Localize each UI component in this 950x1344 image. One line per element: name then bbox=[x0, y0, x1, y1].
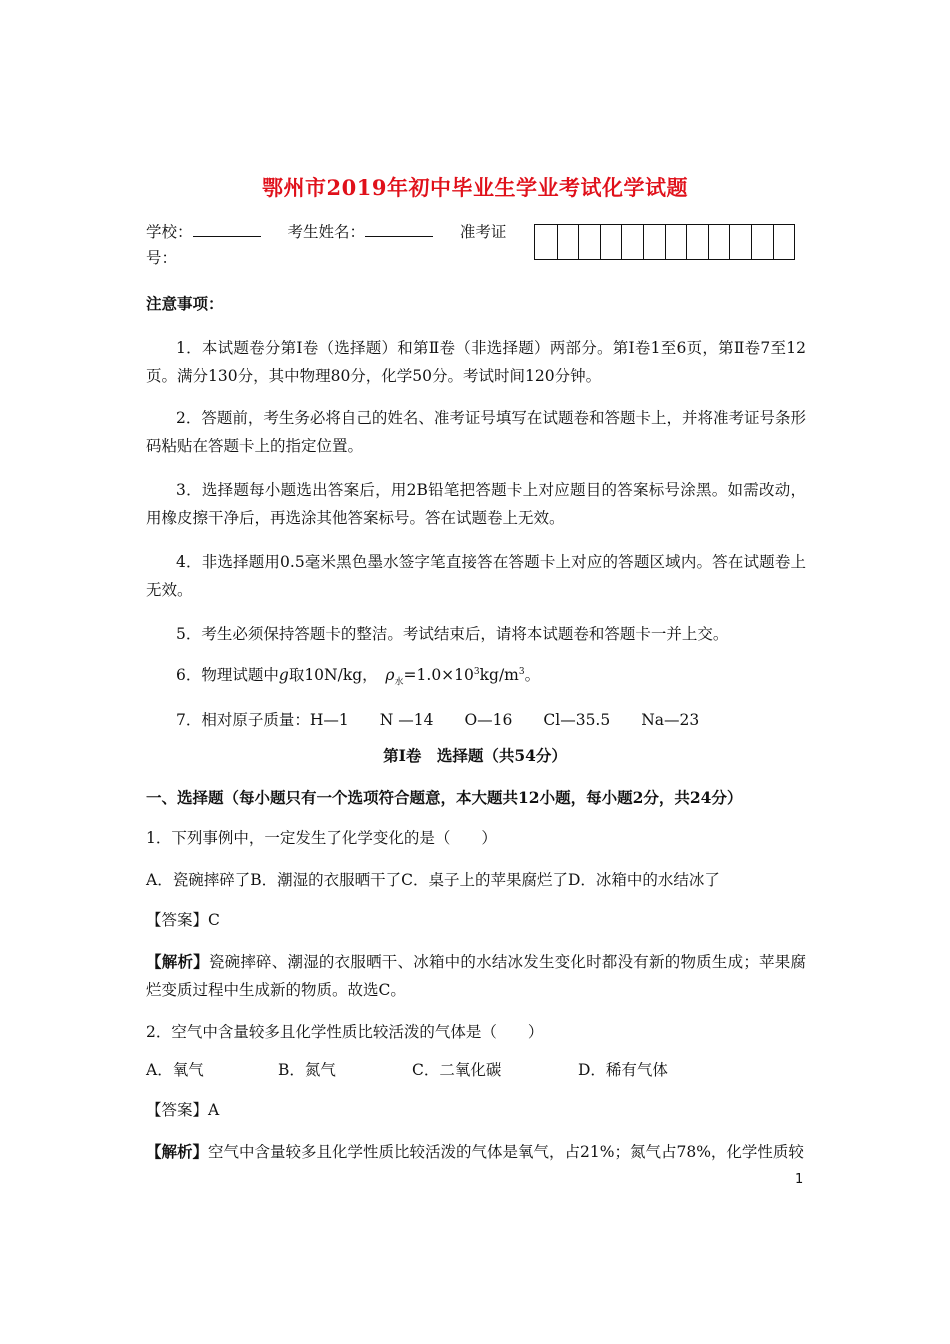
id-cell[interactable] bbox=[578, 225, 600, 259]
page-number: 1 bbox=[795, 1172, 804, 1187]
note-item-2: 2．答题前，考生务必将自己的姓名、准考证号填写在试题卷和答题卡上，并将准考证号条形码粘贴在答题卡上的指定位置。 bbox=[146, 409, 806, 455]
note6-end: 。 bbox=[524, 666, 541, 685]
id-cell[interactable] bbox=[729, 225, 751, 259]
note6-rho: ρ bbox=[385, 666, 395, 685]
id-cell[interactable] bbox=[535, 225, 557, 259]
q2-option-b: B．氮气 bbox=[278, 1061, 336, 1079]
note6-g: g bbox=[278, 666, 289, 685]
q2-option-d: D．稀有气体 bbox=[578, 1061, 668, 1079]
note-item-7: 7．相对原子质量：H—1 N —14 O—16 Cl—35.5 Na—23 bbox=[176, 711, 700, 729]
q2-analysis-label: 【解析】 bbox=[146, 1142, 209, 1161]
name-field[interactable] bbox=[365, 222, 433, 237]
note-item-6 bbox=[146, 658, 806, 696]
note-item-1: 1．本试题卷分第Ⅰ卷（选择题）和第Ⅱ卷（非选择题）两部分。第Ⅰ卷1至6页，第Ⅱ卷7至12页。满分130分，其中物理80分，化学50分。考试时间120分钟。 bbox=[146, 339, 806, 385]
q1-analysis-label: 【解析】 bbox=[146, 952, 209, 971]
q1-analysis bbox=[146, 948, 806, 1004]
exam-id-grid[interactable] bbox=[534, 224, 795, 260]
note6-mid: 取10N/kg， bbox=[288, 666, 370, 685]
q1-stem: 1．下列事例中，一定发生了化学变化的是（ ） bbox=[146, 829, 497, 847]
id-cell[interactable] bbox=[621, 225, 643, 259]
id-cell[interactable] bbox=[708, 225, 730, 259]
note6-sub: 水 bbox=[394, 677, 404, 688]
note-item-4: 4．非选择题用0.5毫米黑色墨水签字笔直接答在答题卡上对应的答题区域内。答在试题卷上无效。 bbox=[146, 553, 806, 599]
q2-option-a: A．氧气 bbox=[146, 1061, 204, 1079]
school-label: 学校： bbox=[146, 223, 193, 241]
q2-option-c: C．二氧化碳 bbox=[412, 1061, 502, 1079]
q2-stem: 2．空气中含量较多且化学性质比较活泼的气体是（ ） bbox=[146, 1023, 544, 1041]
note6-val: =1.0×10 bbox=[403, 666, 474, 685]
page-title: 鄂州市2019年初中毕业生学业考试化学试题 bbox=[262, 175, 688, 200]
q2-options bbox=[146, 1056, 806, 1084]
q1-answer: 【答案】C bbox=[146, 911, 220, 929]
q2-answer: 【答案】A bbox=[146, 1101, 220, 1119]
note6-unitexp: 3 bbox=[518, 667, 525, 677]
q1-analysis-text: 瓷碗摔碎、潮湿的衣服晒干、冰箱中的水结冰发生变化时都没有新的物质生成；苹果腐烂变质过程中生成新的物质。故选C。 bbox=[146, 953, 806, 999]
id-cell[interactable] bbox=[557, 225, 579, 259]
school-field[interactable] bbox=[193, 222, 261, 237]
id-label-cont: 号： bbox=[146, 249, 178, 267]
id-cell[interactable] bbox=[751, 225, 773, 259]
q2-analysis-text: 空气中含量较多且化学性质比较活泼的气体是氧气，占21%；氮气占78%，化学性质较 bbox=[208, 1143, 804, 1161]
id-cell[interactable] bbox=[665, 225, 687, 259]
note6-unit: kg/m bbox=[479, 666, 519, 685]
notes-heading: 注意事项： bbox=[146, 294, 224, 313]
note6-prefix: 6．物理试题中 bbox=[176, 666, 279, 685]
id-cell[interactable] bbox=[686, 225, 708, 259]
id-cell[interactable] bbox=[643, 225, 665, 259]
part-heading: 一、选择题（每小题只有一个选项符合题意，本大题共12小题，每小题2分，共24分） bbox=[146, 788, 743, 807]
note-item-5: 5．考生必须保持答题卡的整洁。考试结束后，请将本试题卷和答题卡一并上交。 bbox=[176, 625, 729, 643]
id-label: 准考证 bbox=[459, 223, 507, 241]
name-label: 考生姓名： bbox=[287, 223, 365, 241]
q1-options: A．瓷碗摔碎了B．潮湿的衣服晒干了C．桌子上的苹果腐烂了D．冰箱中的水结冰了 bbox=[146, 871, 720, 889]
q2-analysis bbox=[146, 1138, 806, 1166]
id-cell[interactable] bbox=[600, 225, 622, 259]
note-item-3: 3．选择题每小题选出答案后，用2B铅笔把答题卡上对应题目的答案标号涂黑。如需改动，用橡皮擦干净后，再选涂其他答案标号。答在试题卷上无效。 bbox=[146, 481, 806, 527]
section-heading: 第Ⅰ卷 选择题（共54分） bbox=[383, 746, 567, 765]
note6-exp: 3 bbox=[473, 667, 480, 677]
id-cell[interactable] bbox=[773, 225, 795, 259]
